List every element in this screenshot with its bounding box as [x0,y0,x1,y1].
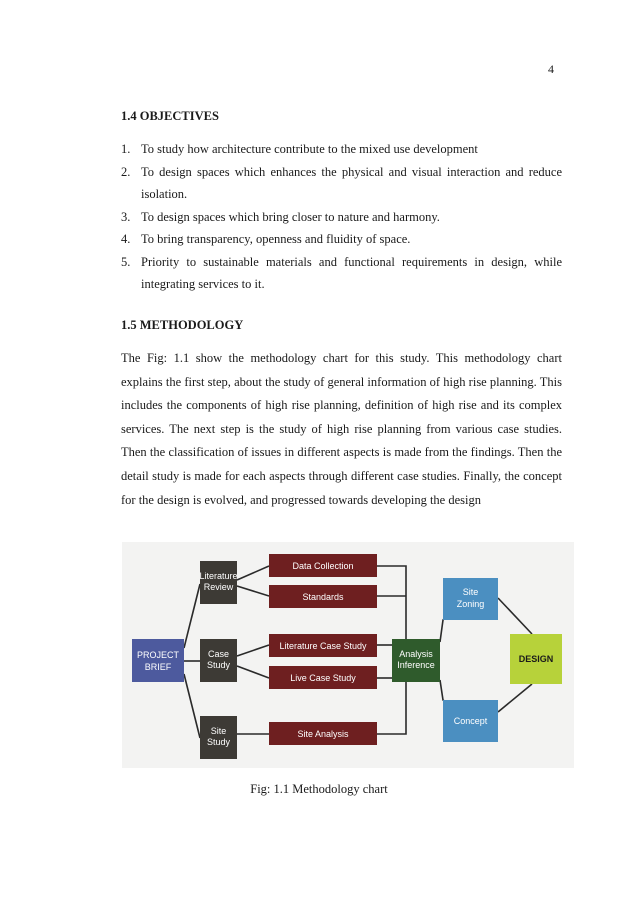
node-standards [269,585,377,608]
list-text: Priority to sustainable materials and functional requirements in design, while integrating services to it. [141,254,562,291]
node-site-analysis-label: Site Analysis [297,729,349,739]
figure-caption: Fig: 1.1 Methodology chart [250,782,388,796]
node-literature-review-line1: Literature [199,571,238,581]
node-analysis-inference-line2: Inference [397,660,435,670]
node-case-study-line2: Study [206,660,231,670]
connector-case-litcase [237,645,269,656]
methodology-heading: 1.5 METHODOLOGY [121,318,244,332]
objectives-heading: 1.4 OBJECTIVES [121,109,219,123]
methodology-paragraph: The Fig: 1.1 show the methodology chart for this study. This methodology chart explains the first step, about the study of general information of high rise planning. This includes the components of high rise planning, definition of high rise and its complex services. The next step is the study of high rise planning from various case studies. Then the classification of issues in different aspects is made from the findings. Then the detail study is made for each aspects through different case studies. Finally, the concept for the design is evolved, and progressed towards developing the design [121,351,562,507]
node-literature-review [199,561,237,604]
list-number: 5. [121,254,131,269]
connector-literature-data [237,566,269,580]
node-literature-case-study-label: Literature Case Study [279,641,367,651]
node-live-case-study-label: Live Case Study [290,673,356,683]
connector-case-live [237,666,269,678]
node-project-brief-line2: BRIEF [144,662,172,672]
node-case-study [200,639,237,682]
list-text: To design spaces which enhances the physical and visual interaction and reduce isolation. [141,164,562,201]
node-project-brief-line1: PROJECT [136,650,180,660]
connector-brief-literature [184,584,200,648]
node-site-study-line1: Site [210,726,227,736]
methodology-chart [122,542,574,768]
node-site-study [200,716,237,759]
node-site-zoning [443,578,498,620]
list-number: 1. [121,142,131,156]
list-number: 2. [121,164,131,179]
node-site-analysis [269,722,377,745]
node-live-case-study [269,666,377,689]
list-item [121,161,562,206]
node-project-brief [132,639,184,682]
list-item [121,206,562,229]
node-analysis-inference-line1: Analysis [399,649,433,659]
list-number: 4. [121,232,131,246]
objectives-list [121,138,562,296]
node-literature-case-study [269,634,377,657]
node-concept-label: Concept [453,716,488,726]
node-standards-label: Standards [302,592,344,602]
list-item [121,251,562,296]
node-concept [443,700,498,742]
node-design [510,634,562,684]
list-text: To bring transparency, openness and fluidity of space. [141,232,411,246]
node-literature-review-line2: Review [203,582,234,592]
connector-brief-site [184,674,200,738]
node-site-study-line2: Study [206,737,231,747]
node-design-label: DESIGN [518,654,554,664]
list-text: To design spaces which bring closer to nature and harmony. [141,209,440,224]
list-number: 3. [121,209,131,224]
connector-zoning-design [498,598,532,634]
node-data-collection [269,554,377,577]
node-site-zoning-line1: Site [462,587,479,597]
node-data-collection-label: Data Collection [292,561,354,571]
connector-literature-standards [237,586,269,596]
list-item [121,228,562,251]
connector-concept-design [498,684,532,712]
list-text: To study how architecture contribute to the mixed use development [141,142,478,156]
node-site-zoning-line2: Zoning [456,599,485,609]
node-case-study-line1: Case [207,649,230,659]
page-number: 4 [548,62,554,76]
node-analysis-inference [392,639,440,682]
methodology-figure [122,542,574,768]
list-item [121,138,562,161]
